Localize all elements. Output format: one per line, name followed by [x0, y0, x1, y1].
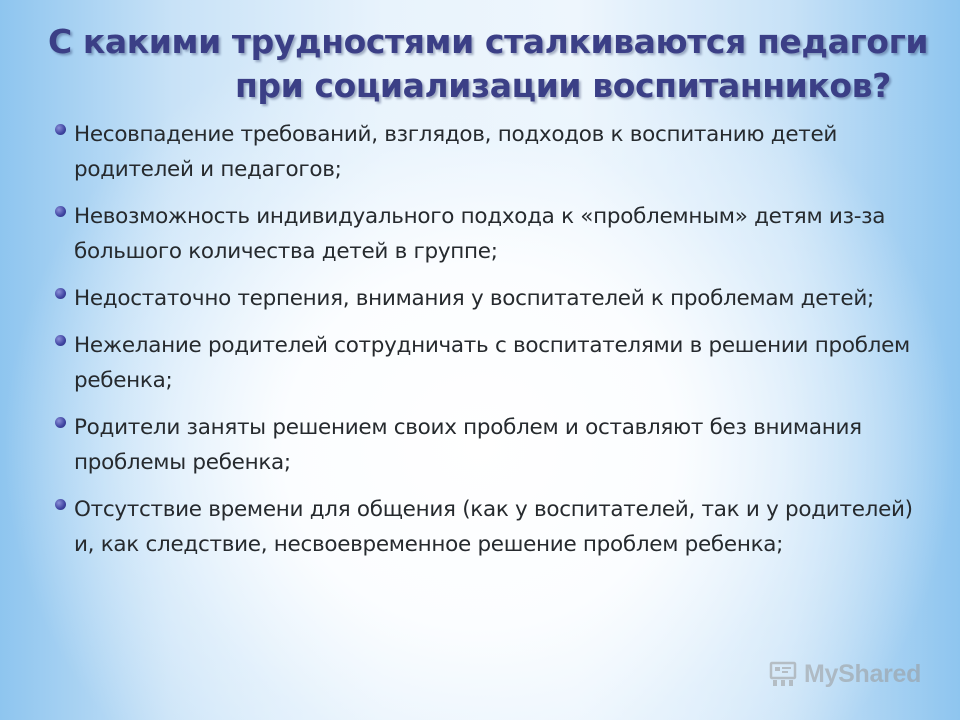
slide-title-line-2: при социализации воспитанников? — [235, 66, 891, 105]
bullet-dot-icon — [55, 499, 66, 510]
bullet-item — [54, 281, 924, 316]
bullet-text: Родители заняты решением своих проблем и оставляют без внимания проблемы ребенка; — [74, 415, 862, 475]
bullet-dot-icon — [55, 335, 66, 346]
myshared-watermark — [768, 656, 921, 692]
classroom-icon — [768, 659, 798, 689]
bullet-item — [54, 328, 924, 398]
bullet-item — [54, 199, 924, 269]
bullet-item — [54, 117, 924, 187]
slide-title-line-1: С какими трудностями сталкиваются педагоги — [48, 22, 929, 61]
bullet-text: Невозможность индивидуального подхода к «проблемным» детям из-за большого количества детей в группе; — [74, 204, 886, 264]
bullet-item — [54, 410, 924, 480]
watermark-text: MyShared — [804, 659, 922, 688]
bullet-dot-icon — [55, 288, 66, 299]
bullet-dot-icon — [55, 417, 66, 428]
bullet-text: Отсутствие времени для общения (как у воспитателей, так и у родителей) и, как следствие, несвоевременное решение проблем ребенка; — [74, 497, 913, 557]
bullet-text: Недостаточно терпения, внимания у воспитателей к проблемам детей; — [74, 286, 874, 311]
bullet-dot-icon — [55, 206, 66, 217]
bullet-item — [54, 492, 924, 562]
bullet-text: Нежелание родителей сотрудничать с воспитателями в решении проблем ребенка; — [74, 333, 910, 393]
bullet-list — [54, 117, 924, 574]
bullet-text: Несовпадение требований, взглядов, подходов к воспитанию детей родителей и педагогов; — [74, 122, 838, 182]
bullet-dot-icon — [55, 124, 66, 135]
slide-title — [0, 20, 960, 108]
